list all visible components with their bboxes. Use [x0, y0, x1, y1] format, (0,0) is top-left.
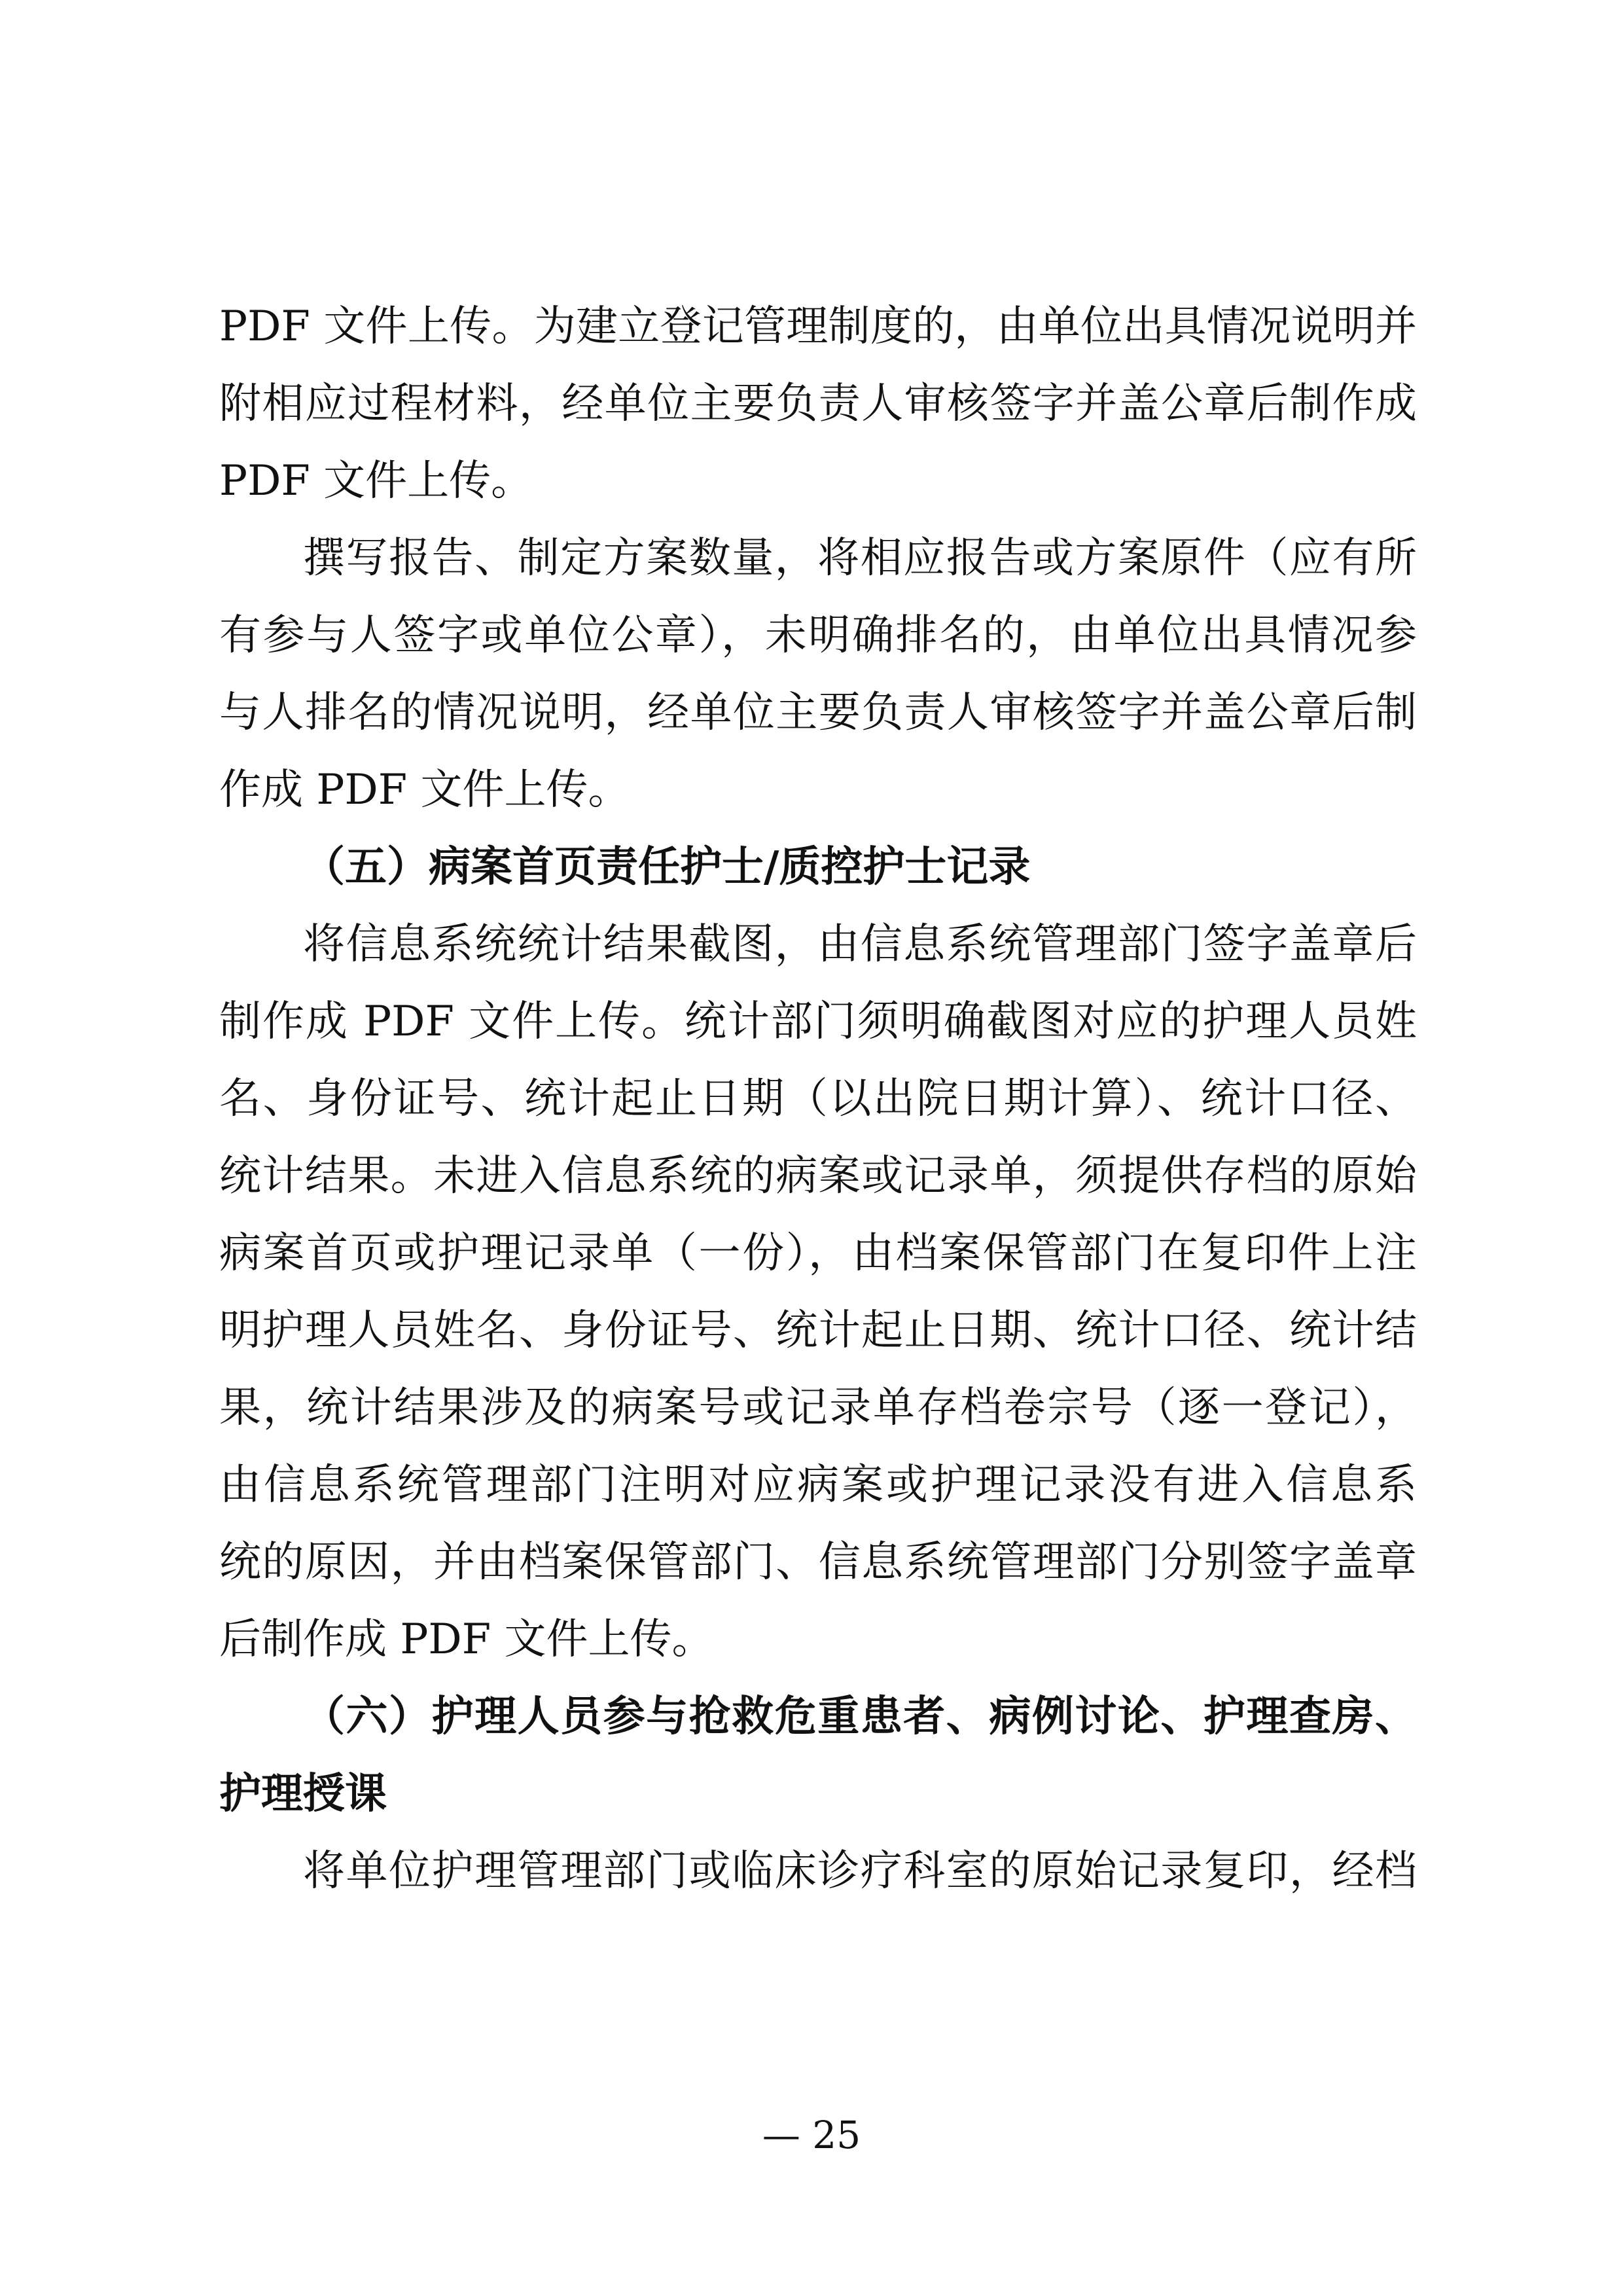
document-body: [219, 288, 1417, 1910]
paragraph-line: 统的原因，并由档案保管部门、信息系统管理部门分别签字盖章: [219, 1538, 1417, 1587]
paragraph-line: 与人排名的情况说明，经单位主要负责人审核签字并盖公章后制: [219, 689, 1417, 737]
paragraph-line: PDF 文件上传。为建立登记管理制度的，由单位出具情况说明并: [219, 302, 1417, 351]
paragraph-line: 作成 PDF 文件上传。: [219, 766, 630, 814]
paragraph-line: 将信息系统统计结果截图，由信息系统管理部门签字盖章后: [303, 920, 1417, 969]
paragraph-line: 由信息系统管理部门注明对应病案或护理记录没有进入信息系: [219, 1461, 1417, 1509]
paragraph-line: 制作成 PDF 文件上传。统计部门须明确截图对应的护理人员姓: [219, 997, 1417, 1046]
paragraph-line: 明护理人员姓名、身份证号、统计起止日期、统计口径、统计结: [219, 1306, 1417, 1355]
paragraph-line: 统计结果。未进入信息系统的病案或记录单，须提供存档的原始: [219, 1152, 1417, 1200]
section-heading: 护理授课: [219, 1770, 387, 1818]
paragraph-line: 果，统计结果涉及的病案号或记录单存档卷宗号（逐一登记），: [219, 1384, 1417, 1432]
section-heading: （五）病案首页责任护士/质控护士记录: [303, 843, 1031, 891]
paragraph-line: 附相应过程材料，经单位主要负责人审核签字并盖公章后制作成: [219, 380, 1417, 428]
paragraph-line: 撰写报告、制定方案数量，将相应报告或方案原件（应有所: [303, 534, 1417, 583]
paragraph-line: 后制作成 PDF 文件上传。: [219, 1615, 714, 1664]
paragraph-line: 有参与人签字或单位公章），未明确排名的，由单位出具情况参: [219, 611, 1417, 660]
paragraph-line: 病案首页或护理记录单（一份），由档案保管部门在复印件上注: [219, 1229, 1417, 1278]
paragraph-line: 将单位护理管理部门或临床诊疗科室的原始记录复印，经档: [303, 1847, 1417, 1895]
paragraph-line: PDF 文件上传。: [219, 457, 533, 505]
section-heading: （六）护理人员参与抢救危重患者、病例讨论、护理查房、: [303, 1693, 1417, 1741]
page-number: — 25: [762, 2113, 861, 2157]
paragraph-line: 名、身份证号、统计起止日期（以出院日期计算）、统计口径、: [219, 1075, 1417, 1123]
